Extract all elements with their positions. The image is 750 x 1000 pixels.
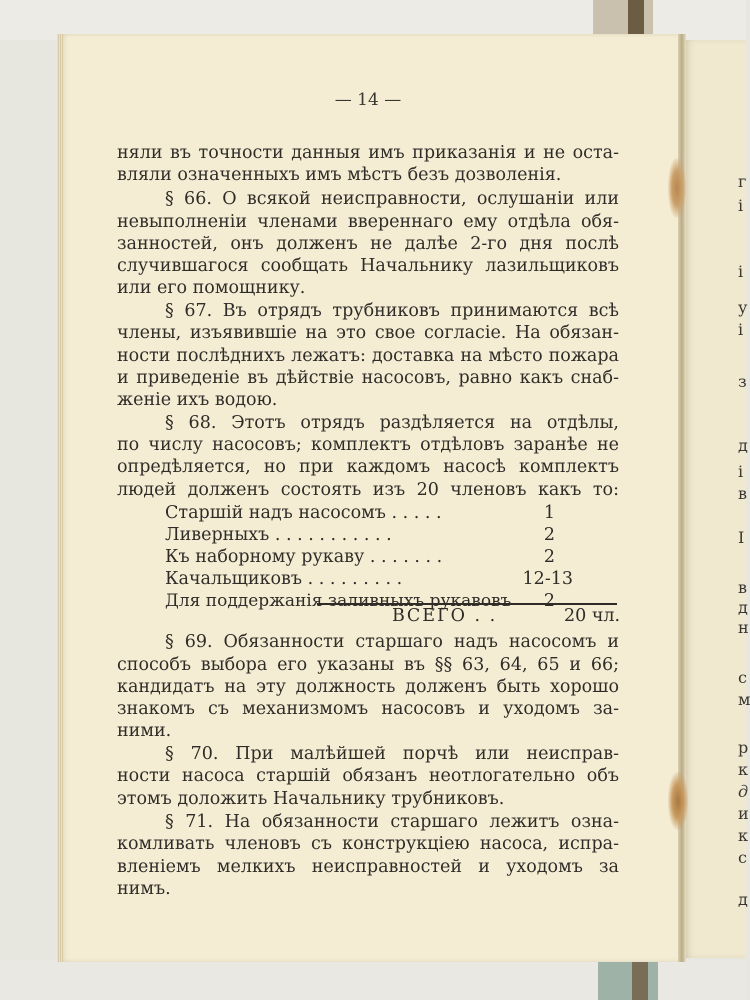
paragraph-66-line: § 66. О всякой неисправности, ослушаніи или: [165, 189, 619, 209]
page-edges: [57, 34, 63, 962]
paragraph-68-line: по числу насосовъ; комплектъ отдѣловъ заранѣе не: [117, 435, 619, 455]
paragraph-68-line: § 68. Этотъ отрядъ раздѣляется на отдѣлы,: [165, 413, 619, 433]
right-page-char: с: [738, 848, 747, 867]
binding-stain-top: [668, 158, 686, 218]
paragraph-67-line: члены, изъявившіе на это свое согласіе. На обязан-: [117, 323, 619, 343]
right-page-char: г: [738, 172, 747, 191]
right-page-char: і: [738, 320, 744, 339]
right-page-char: и: [738, 804, 749, 823]
binding-stain-bottom: [668, 772, 688, 830]
total-label: ВСЕГО . .: [392, 606, 498, 626]
paragraph-71-line: вленіемъ мелкихъ неисправностей и уходомъ за: [117, 857, 619, 877]
right-page-char: і: [738, 462, 744, 481]
right-page-char: в: [738, 578, 748, 597]
paragraph-70-line: этомъ доложить Начальнику трубниковъ.: [117, 789, 505, 809]
list-item: [165, 524, 585, 546]
total-value: 20 чл.: [564, 606, 621, 626]
list-item: [165, 590, 585, 612]
paragraph-70-line: ности насоса старшій обязанъ неотлогательно объ: [117, 766, 619, 786]
right-page-char: к: [738, 760, 748, 779]
right-page-char: д: [738, 890, 748, 909]
list-item-value: 2: [543, 591, 555, 611]
list-item-value: 12-13: [522, 569, 573, 589]
list-item-label: Ливерныхъ . . . . . . . . . . .: [165, 525, 392, 545]
right-page-char: і: [738, 262, 744, 281]
list-item: [165, 546, 585, 568]
list-item-label: Для поддержанія заливныхъ рукавовъ: [165, 591, 512, 611]
list-item: [165, 502, 585, 524]
right-page-char: І: [738, 528, 745, 547]
right-page-char: з: [738, 372, 747, 391]
right-page-char: і: [738, 196, 744, 215]
text-line: няли въ точности данныя имъ приказанія и не оста-: [117, 143, 619, 163]
list-item-label: Старшій надъ насосомъ . . . . .: [165, 503, 442, 523]
stand-bar-bottom: [632, 960, 648, 1000]
right-page-char: н: [738, 618, 749, 637]
right-page-char: м: [738, 690, 750, 709]
page-number: — 14 —: [334, 90, 402, 110]
paragraph-66-line: занностей, онъ долженъ не далѣе 2-го дня послѣ: [117, 234, 619, 254]
list-item-value: 2: [543, 525, 555, 545]
paragraph-69-line: § 69. Обязанности старшаго надъ насосомъ и: [165, 632, 619, 652]
paragraph-69-line: ними.: [117, 721, 172, 741]
paragraph-67-line: женіе ихъ водою.: [117, 390, 278, 410]
paragraph-69-line: способъ выбора его указаны въ §§ 63, 64, 65 и 66;: [117, 655, 619, 675]
right-page-char: д: [738, 782, 749, 801]
paragraph-67-line: и приведеніе въ дѣйствіе насосовъ, равно какъ снаб-: [117, 368, 619, 388]
paragraph-67-line: § 67. Въ отрядъ трубниковъ принимаются всѣ: [165, 301, 619, 321]
paragraph-69-line: кандидатъ на эту должность долженъ быть хорошо: [117, 677, 619, 697]
paragraph-66-line: невыполненіи членами ввереннаго ему отдѣла обя-: [117, 212, 619, 232]
paragraph-71-line: комливать членовъ съ конструкціею насоса, испра-: [117, 834, 619, 854]
right-page-char: д: [738, 598, 748, 617]
paragraph-71-line: § 71. На обязанности старшаго лежитъ озна-: [165, 812, 619, 832]
list-item-value: 1: [543, 503, 555, 523]
list-item-label: Къ наборному рукаву . . . . . . .: [165, 547, 443, 567]
right-page-char: в: [738, 484, 748, 503]
list-item-label: Качальщиковъ . . . . . . . . .: [165, 569, 403, 589]
paragraph-70-line: § 70. При малѣйшей порчѣ или неисправ-: [165, 744, 619, 764]
stand-bottom: [598, 958, 658, 1000]
list-item-value: 2: [543, 547, 555, 567]
paragraph-69-line: знакомъ съ механизмомъ насосовъ и уходомъ за-: [117, 699, 619, 719]
paragraph-68-line: опредѣляется, но при каждомъ насосѣ комплектъ: [117, 457, 619, 477]
right-page-char: у: [738, 298, 748, 317]
paragraph-66-line: случившагося сообщать Начальнику лазильщиковъ: [117, 256, 619, 276]
right-page-char: р: [738, 738, 749, 757]
paragraph-71-line: нимъ.: [117, 879, 171, 899]
text-line: вляли означенныхъ имъ мѣстъ безъ дозволенія.: [117, 165, 562, 185]
paragraph-68-line: людей долженъ состоять изъ 20 членовъ какъ то:: [117, 480, 619, 500]
paragraph-66-line: или его помощнику.: [117, 278, 306, 298]
list-item: [165, 568, 585, 590]
right-page-char: с: [738, 668, 747, 687]
right-page-char: к: [738, 826, 748, 845]
right-page: [682, 40, 749, 958]
paragraph-67-line: ности послѣднихъ лежатъ: доставка на мѣсто пожара: [117, 346, 619, 366]
right-page-char: д: [738, 436, 748, 455]
